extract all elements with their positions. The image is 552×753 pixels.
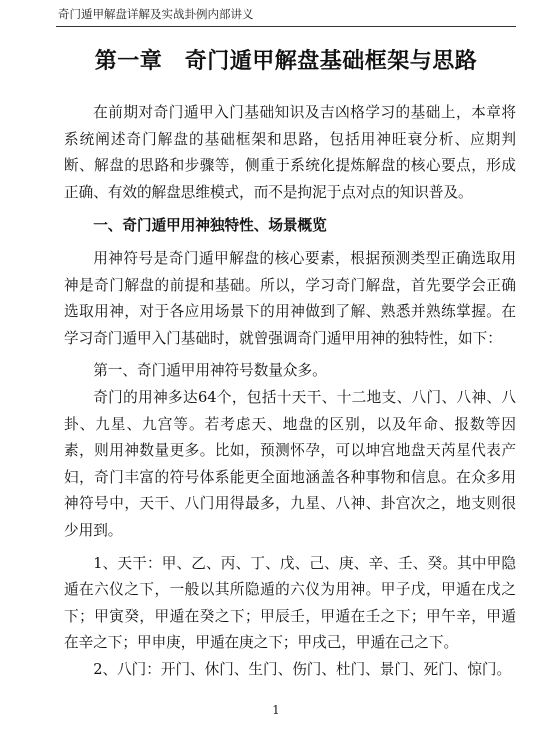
- page-number: 1: [272, 703, 280, 717]
- header-rule: [56, 26, 516, 27]
- body-paragraph-1: 用神符号是奇门遁甲解盘的核心要素，根据预测类型正确选取用神是奇门解盘的前提和基础。所以，学习奇门解盘，首先要学会正确选取用神，对于各应用场景下的用神做到了解、熟悉并熟练掌握。在学习奇门遁甲入门基础时，就曾强调奇门遁甲用神的独特性，如下：: [64, 249, 516, 347]
- intro-paragraph: 在前期对奇门遁甲入门基础知识及吉凶格学习的基础上，本章将系统阐述奇门解盘的基础框架和思路，包括用神旺衰分析、应期判断、解盘的思路和步骤等，侧重于系统化提炼解盘的核心要点，形成正确、有效的解盘思维模式，而不是拘泥于点对点的知识普及。: [64, 104, 516, 201]
- page-body: [64, 100, 516, 683]
- chapter-title: 第一章 奇门遁甲解盘基础框架与思路: [94, 48, 478, 74]
- list-item-tiangan: 1、天干：甲、乙、丙、丁、戊、己、庚、辛、壬、癸。其中甲隐遁在六仪之下，一般以其所隐遁的六仪为用神。甲子戊，甲遁在戊之下；甲寅癸，甲遁在癸之下；甲辰壬，甲遁在壬之下；甲午辛，甲遁在辛之下；甲申庚，甲遁在庚之下；甲戌己，甲遁在己之下。: [64, 554, 516, 652]
- section-heading: 一、奇门遁甲用神独特性、场景概览: [93, 217, 327, 235]
- list-item-bamen: 2、八门：开门、休门、生门、伤门、杜门、景门、死门、惊门。: [93, 660, 512, 678]
- body-paragraph-2: 奇门的用神多达64个，包括十天干、十二地支、八门、八神、八卦、九星、九宫等。若考虑天、地盘的区别，以及年命、报数等因素，则用神数量更多。比如，预测怀孕，可以坤宫地盘天芮星代表产妇，奇门丰富的符号体系能更全面地涵盖各种事物和信息。在众多用神符号中，天干、八门用得最多，九星、八神、卦宫次之，地支则很少用到。: [64, 388, 516, 539]
- running-header: 奇门遁甲解盘详解及实战卦例内部讲义: [58, 7, 254, 21]
- point-one: 第一、奇门遁甲用神符号数量众多。: [93, 362, 327, 380]
